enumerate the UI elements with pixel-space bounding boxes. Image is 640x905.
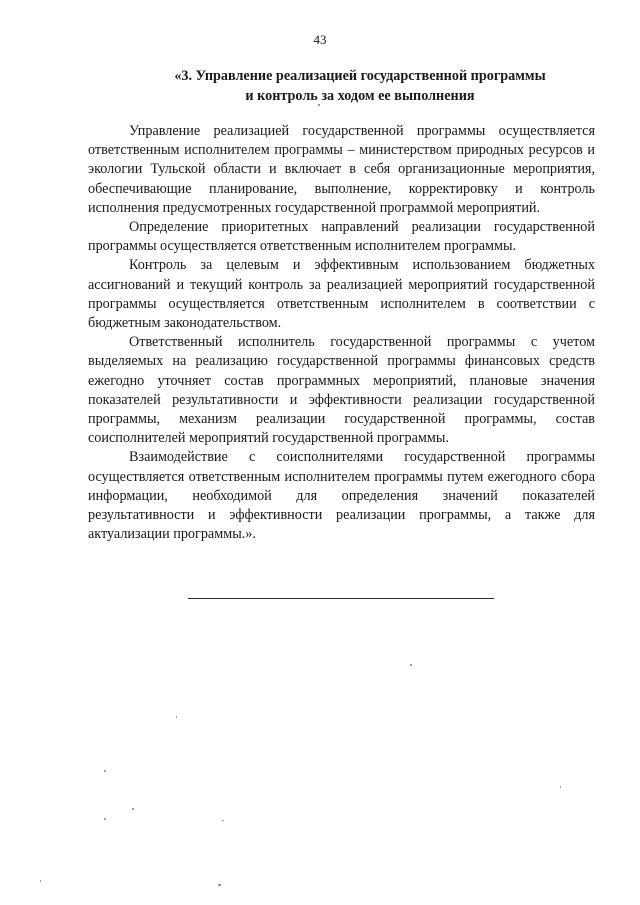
scan-speck <box>104 818 106 820</box>
section-heading-line-2: и контроль за ходом ее выполнения <box>245 88 475 104</box>
scan-speck <box>222 820 224 821</box>
paragraph-priority-directions: Определение приоритетных направлений реализации государственной программы осуществляется ответственным исполнителем программы. <box>88 219 595 255</box>
page-number: 43 <box>313 32 327 47</box>
scan-speck <box>560 786 561 788</box>
scan-speck <box>218 884 221 886</box>
section-body <box>88 122 595 544</box>
paragraph-annual-refinement: Ответственный исполнитель государственной программы с учетом выделяемых на реализацию государственной программы финансовых средств ежегодно уточняет состав программных мероприятий, плановые значения показателей результативности и эффективности реализации государственной программы, механизм реализации государственной программы, состав соисполнителей мероприятий государственной программы. <box>88 334 595 447</box>
scan-speck <box>132 808 134 810</box>
section-heading <box>100 66 620 106</box>
scan-speck <box>176 716 177 718</box>
scan-speck <box>410 664 412 666</box>
paragraph-budget-control: Контроль за целевым и эффективным использованием бюджетных ассигнований и текущий контроль за реализацией мероприятий государственной программы осуществляется ответственным исполнителем в соответствии с бюджетным законодательством. <box>88 257 595 332</box>
scan-speck <box>104 770 106 772</box>
section-heading-line-1: «3. Управление реализацией государственной программы <box>174 68 546 84</box>
scan-speck <box>40 880 41 882</box>
paragraph-program-management: Управление реализацией государственной программы осуществляется ответственным исполнителем программы – министерством природных ресурсов и экологии Тульской области и включает в себя организационные мероприятия, обеспечивающие планирование, выполнение, корректировку и контроль исполнения предусмотренных государственной программой мероприятий. <box>88 123 595 216</box>
scan-speck <box>318 104 320 106</box>
paragraph-coexecutor-interaction: Взаимодействие с соисполнителями государственной программы осуществляется ответственным исполнителем программы путем ежегодного сбора информации, необходимой для определения значений показателей результативности и эффективности реализации программы, а также для актуализации программы.». <box>88 449 595 543</box>
closing-divider-line <box>188 598 494 599</box>
